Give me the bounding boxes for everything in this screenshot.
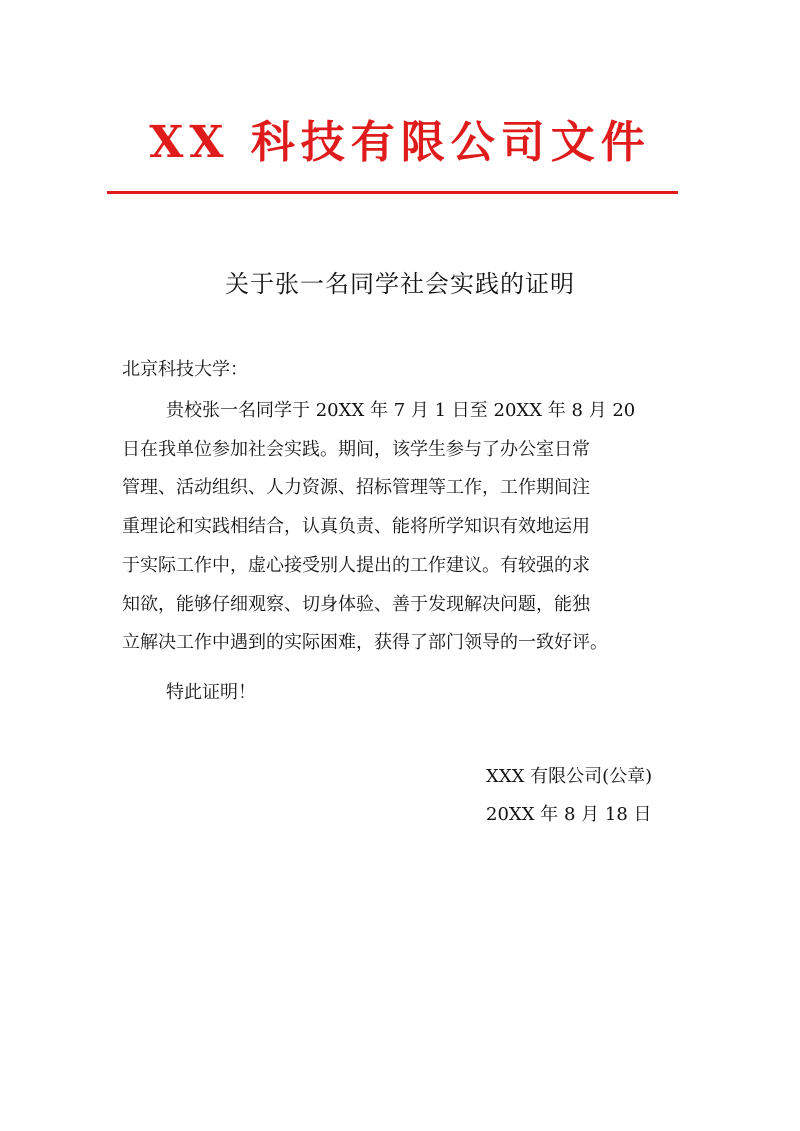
body-line: 于实际工作中，虚心接受别人提出的工作建议。有较强的求 — [122, 554, 590, 576]
body-line: 重理论和实践相结合，认真负责、能将所学知识有效地运用 — [122, 516, 590, 538]
body-line: 立解决工作中遇到的实际困难，获得了部门领导的一致好评。 — [122, 632, 608, 654]
signature-date: 20XX 年 8 月 18 日 — [486, 804, 652, 825]
closing-statement: 特此证明！ — [166, 682, 256, 703]
salutation: 北京科技大学： — [122, 359, 248, 380]
header-red-rule — [107, 191, 678, 194]
company-file-header: XX 科技有限公司文件 — [149, 117, 651, 168]
body-line: 知欲，能够仔细观察、切身体验、善于发现解决问题，能独 — [122, 593, 590, 615]
body-paragraph — [122, 392, 702, 663]
body-line: 管理、活动组织、人力资源、招标管理等工作，工作期间注 — [122, 477, 590, 499]
body-line: 贵校张一名同学于 20XX 年 7 月 1 日至 20XX 年 8 月 20 — [166, 400, 636, 421]
body-line: 日在我单位参加社会实践。期间，该学生参与了办公室日常 — [122, 438, 590, 460]
document-title: 关于张一名同学社会实践的证明 — [225, 270, 575, 298]
signature-company: XXX 有限公司(公章) — [486, 766, 653, 787]
